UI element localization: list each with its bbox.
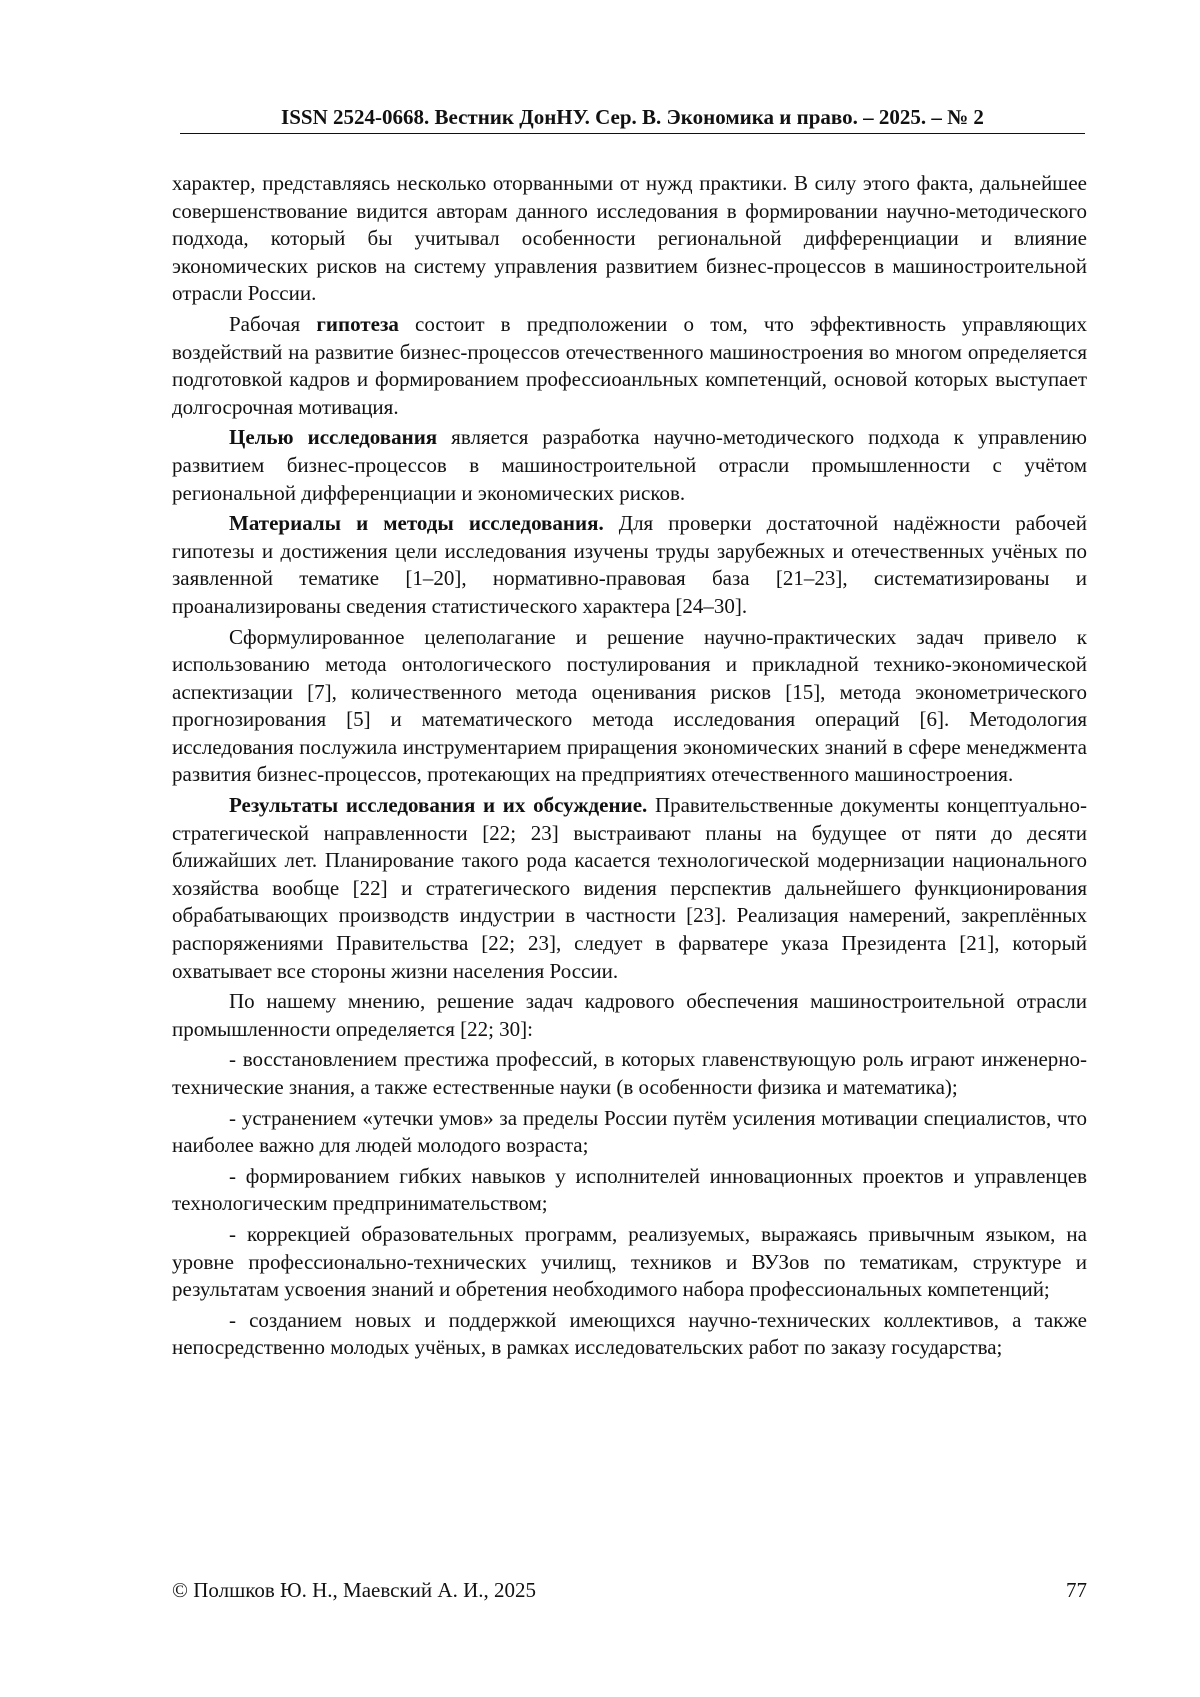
list-item: - созданием новых и поддержкой имеющихся научно-технических коллективов, а также непосредственно молодых учёных, в рамках исследовательских работ по заказу государства; xyxy=(172,1307,1087,1360)
paragraph-text: Рабочая xyxy=(229,311,317,336)
paragraph-text: состоит в предположении о том, что эффективность управляющих воздействий на развитие бизнес-процессов отечественного машиностроения во многом определяется подготовкой кадров и формированием профессиоанльных компетенций, основой которых выступает долгосрочная мотивация. xyxy=(172,311,1087,419)
list-item: - коррекцией образовательных программ, реализуемых, выражаясь привычным языком, на уровне профессионально-технических училищ, техников и ВУЗов по тематикам, структуре и результатам усвоения знаний и обретения необходимого набора профессиональных компетенций; xyxy=(172,1221,1087,1302)
bold-term-hypothesis: гипотеза xyxy=(316,311,399,336)
paragraph-materials-methods xyxy=(172,510,1087,620)
paragraph-opinion: По нашему мнению, решение задач кадрового обеспечения машиностроительной отрасли промышленности определяется [22; 30]: xyxy=(172,989,1087,1041)
paragraph-hypothesis xyxy=(172,311,1087,421)
running-header: ISSN 2524-0668. Вестник ДонНУ. Сер. В. Экономика и право. – 2025. – № 2 xyxy=(281,105,984,129)
paragraph-methodology: Сформулированное целеполагание и решение научно-практических задач привело к использованию метода онтологического постулирования и прикладной технико-экономической аспектизации [7], количественного метода оценивания рисков [15], метода эконометрического прогнозирования [5] и математического метода исследования операций [6]. Методология исследования послужила инструментарием приращения экономических знаний в сфере менеджмента развития бизнес-процессов, протекающих на предприятиях отечественного машиностроения. xyxy=(172,624,1087,787)
header-rule xyxy=(180,133,1085,134)
paragraph-text: является разработка научно-методического подхода к управлению развитием бизнес-процессов в машиностроительной отрасли промышленности с учётом региональной дифференциации и экономических рисков. xyxy=(172,425,1087,505)
paragraph-goal xyxy=(172,424,1087,507)
paragraph-text: Правительственные документы концептуально-стратегической направленности [22; 23] выстраивают планы на будущее от пяти до десяти ближайших лет. Планирование такого рода касается технологической модернизации национального хозяйства вообще [22] и стратегического видения перспектив дальнейшего функционирования обрабатывающих производств индустрии в частности [23]. Реализация намерений, закреплённых распоряжениями Правительства [22; 23], следует в фарватере указа Президента [21], который охватывает все стороны жизни населения России. xyxy=(172,793,1087,983)
section-heading-results: Результаты исследования и их обсуждение. xyxy=(229,793,648,818)
page-number: 77 xyxy=(1066,1578,1087,1602)
paragraph-continuation: характер, представляясь несколько оторванными от нужд практики. В силу этого факта, дальнейшее совершенствование видится авторам данного исследования в формировании научно-методического подхода, который бы учитывал особенности региональной дифференциации и влияние экономических рисков на систему управления развитием бизнес-процессов в машиностроительной отрасли России. xyxy=(172,171,1087,306)
article-body xyxy=(172,170,1087,1365)
copyright-notice: © Полшков Ю. Н., Маевский А. И., 2025 xyxy=(172,1578,536,1602)
paragraph-text: Для проверки достаточной надёжности рабочей гипотезы и достижения цели исследования изучены труды зарубежных и отечественных учёных по заявленной тематике [1–20], нормативно-правовая база [21–23], систематизированы и проанализированы сведения статистического характера [24–30]. xyxy=(172,511,1087,618)
paragraph-results xyxy=(172,792,1087,985)
list-item: - формированием гибких навыков у исполнителей инновационных проектов и управленцев технологическим предпринимательством; xyxy=(172,1163,1087,1216)
bold-term-goal: Целью исследования xyxy=(229,425,438,450)
section-heading-materials-methods: Материалы и методы исследования. xyxy=(229,511,604,536)
list-item: - устранением «утечки умов» за пределы России путём усиления мотивации специалистов, что наиболее важно для людей молодого возраста; xyxy=(172,1105,1087,1158)
list-item: - восстановлением престижа профессий, в которых главенствующую роль играют инженерно-технические знания, а также естественные науки (в особенности физика и математика); xyxy=(172,1047,1087,1099)
